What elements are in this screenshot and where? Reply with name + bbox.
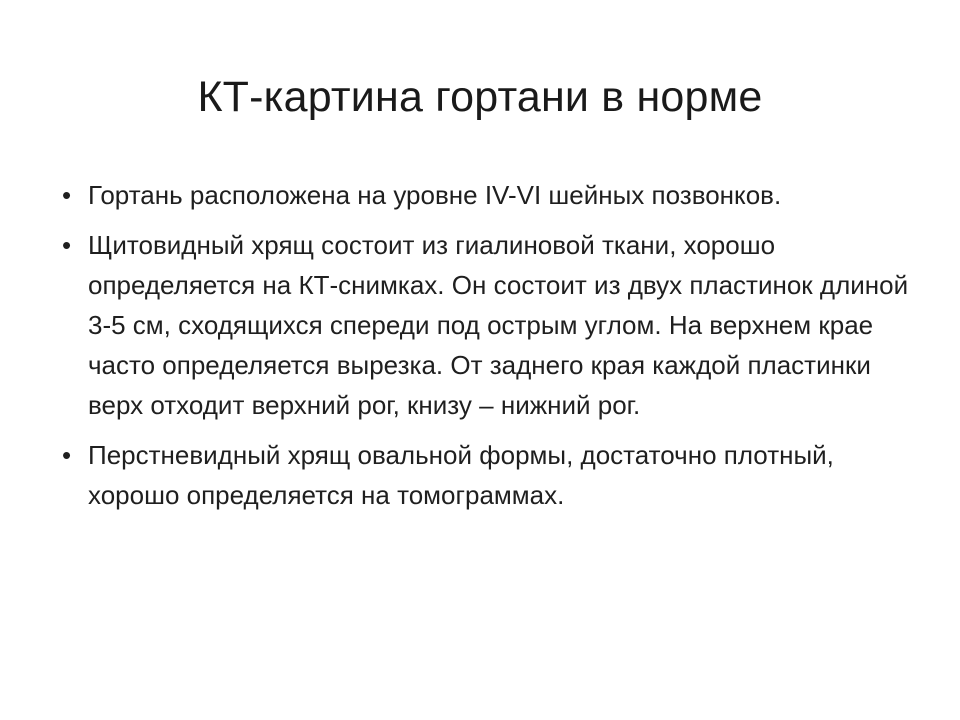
- bullet-text: Перстневидный хрящ овальной формы, достаточно плотный, хорошо определяется на томограммах.: [88, 440, 834, 510]
- bullet-icon: •: [62, 180, 72, 210]
- bullet-icon: •: [62, 230, 72, 260]
- bullet-text: Гортань расположена на уровне IV-VI шейных позвонков.: [88, 180, 782, 210]
- slide-title: КТ-картина гортани в норме: [197, 73, 763, 121]
- bullet-item: [62, 435, 912, 515]
- bullet-icon: •: [62, 440, 72, 470]
- bullet-item: [62, 225, 912, 425]
- bullet-list: [62, 175, 912, 525]
- bullet-text: Щитовидный хрящ состоит из гиалиновой ткани, хорошо определяется на КТ-снимках. Он состоит из двух пластинок длиной 3-5 см, сходящихся спереди под острым углом. На верхнем крае часто определяется вырезка. От заднего края каждой пластинки верх отходит верхний рог, книзу – нижний рог.: [88, 230, 909, 420]
- bullet-item: [62, 175, 912, 215]
